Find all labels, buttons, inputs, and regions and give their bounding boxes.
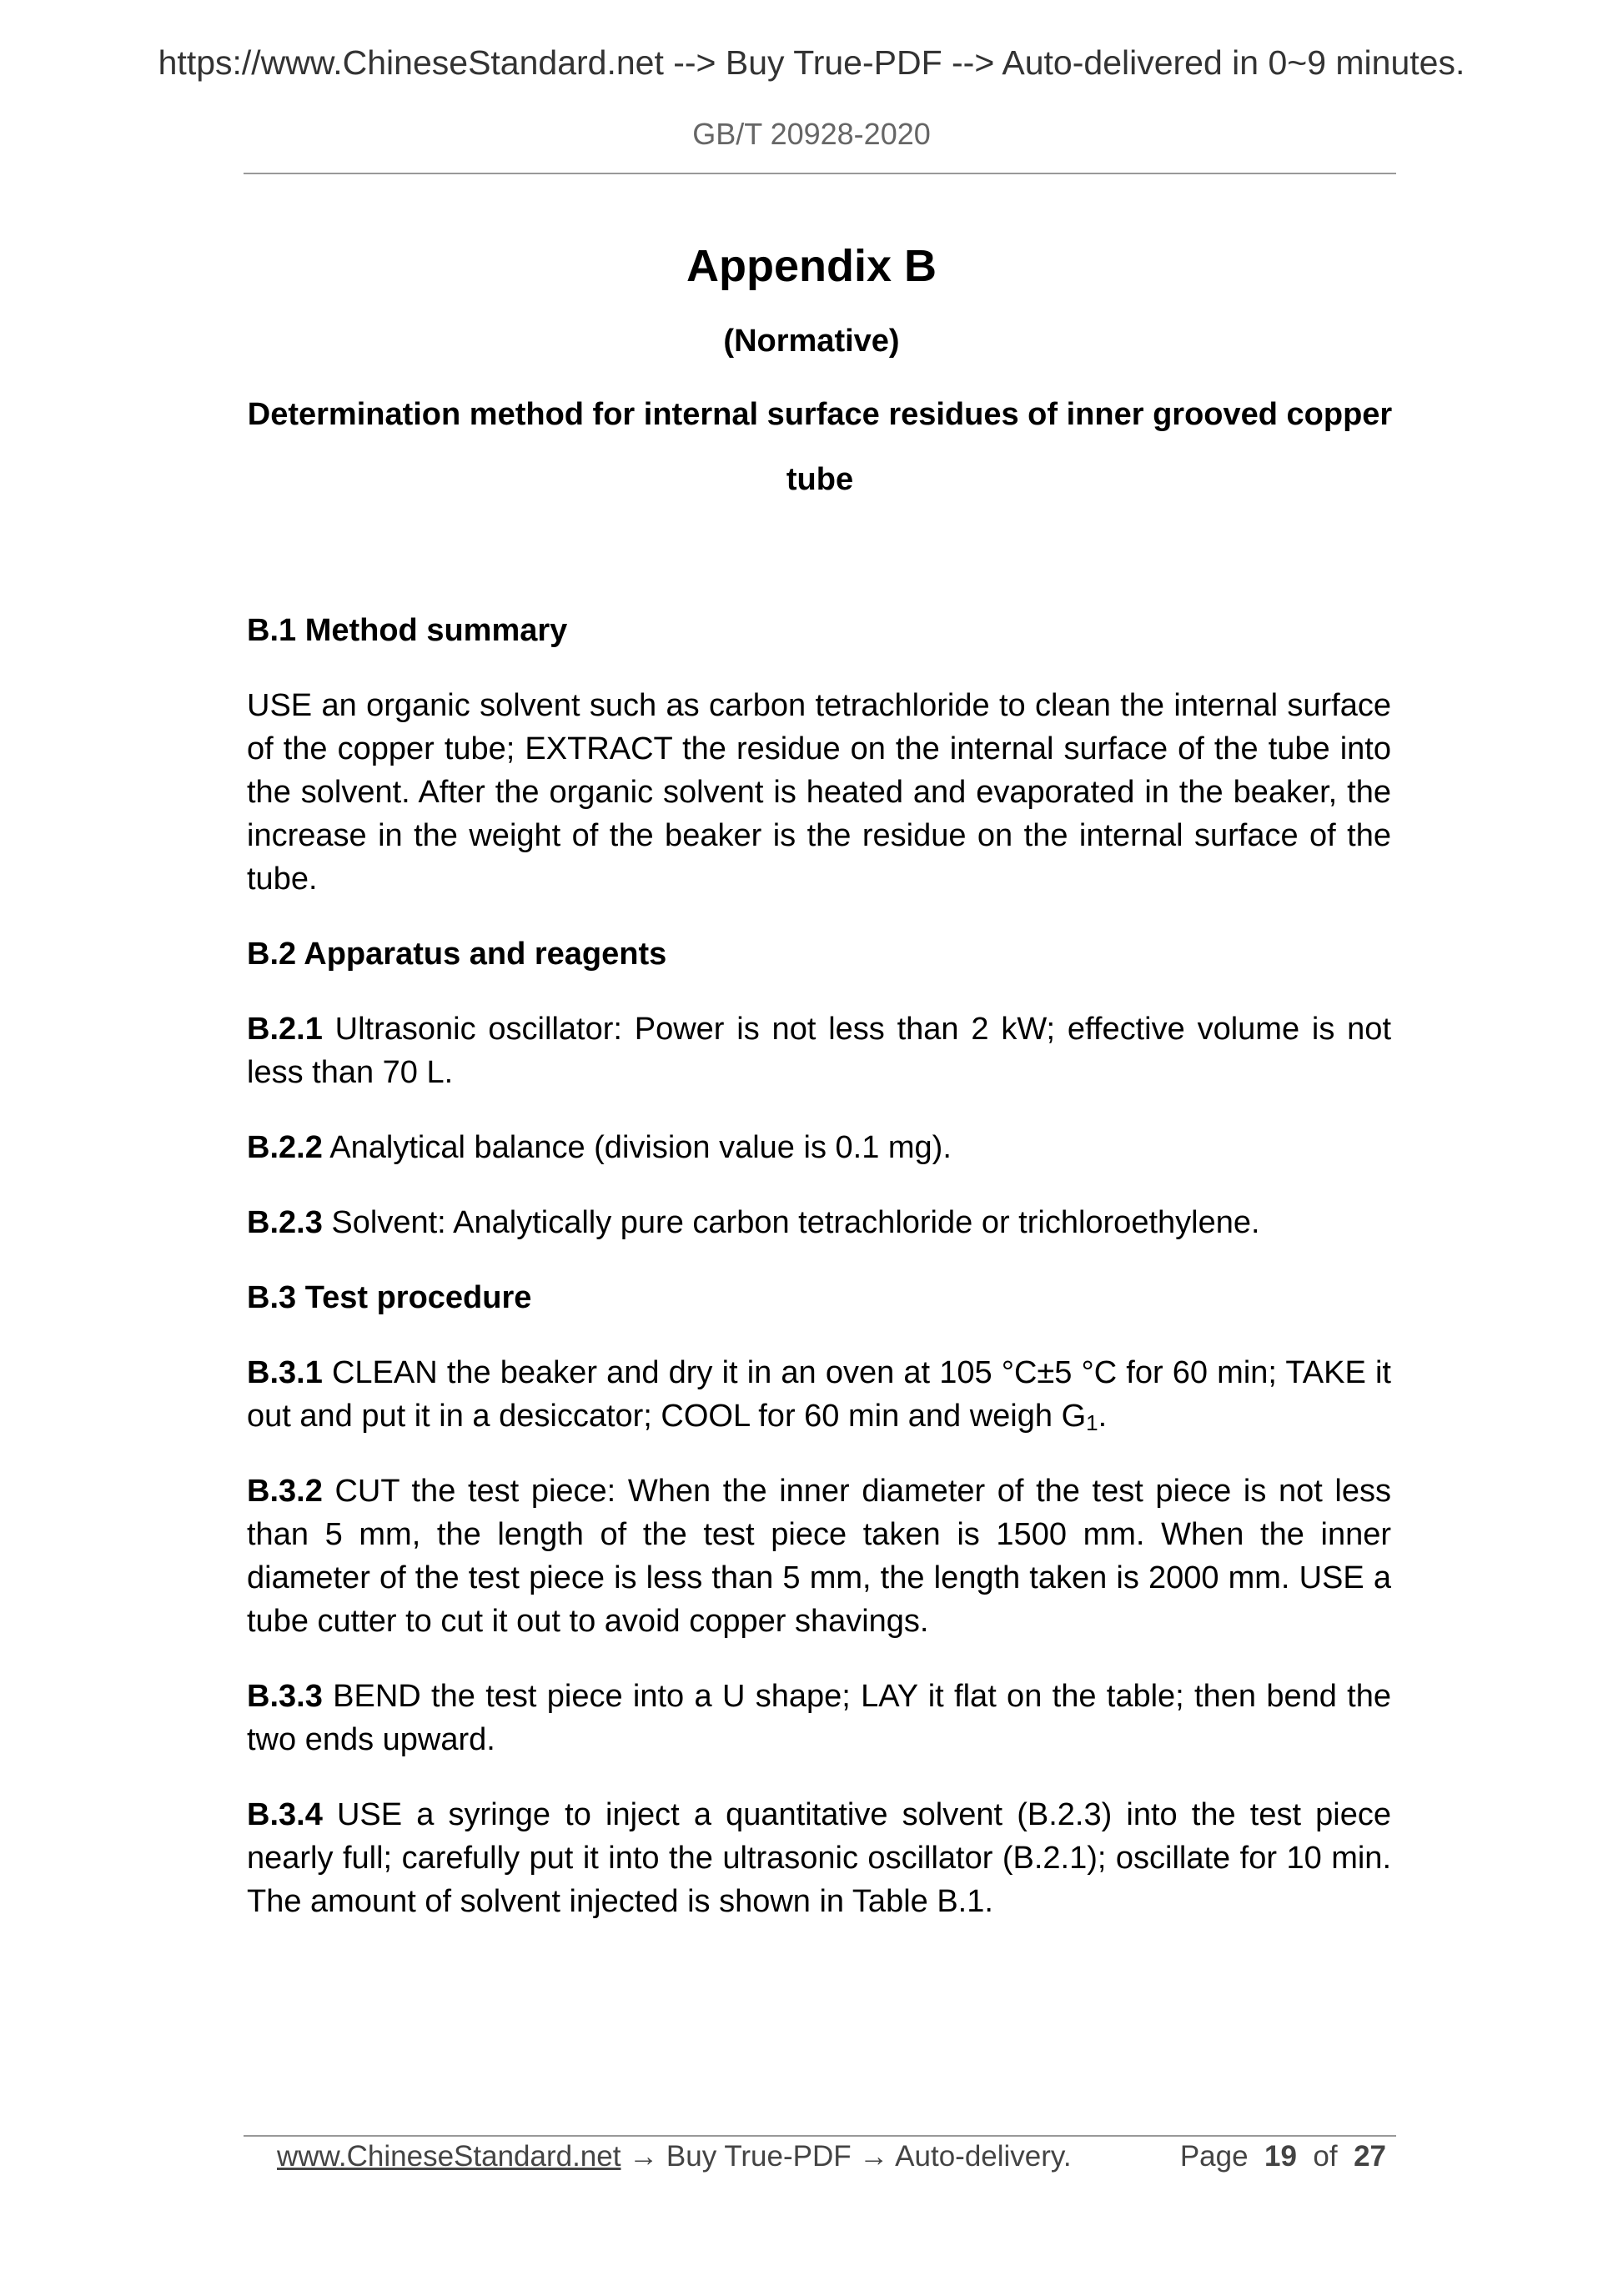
appendix-type: (Normative): [723, 324, 900, 359]
clause-text: Solvent: Analytically pure carbon tetrachloride or trichloroethylene.: [331, 1205, 1260, 1240]
clause-number: B.2.2: [247, 1130, 323, 1165]
appendix-subtitle: Determination method for internal surface residues of inner grooved copper tube: [247, 397, 1393, 497]
clause-number: B.3.4: [247, 1797, 323, 1832]
footer-source: [277, 2140, 1072, 2173]
page-footer: [277, 2140, 1386, 2182]
section-heading-b2: B.2 Apparatus and reagents: [247, 937, 667, 972]
standard-code: GB/T 20928-2020: [692, 117, 931, 151]
appendix-title: Appendix B: [686, 241, 937, 291]
clause-b3-1: [247, 1351, 1391, 1438]
page-of: of: [1313, 2140, 1338, 2173]
clause-b3-4: [247, 1793, 1391, 1923]
clause-text-end: .: [1098, 1399, 1108, 1434]
source-banner: https://www.ChineseStandard.net --> Buy True-PDF --> Auto-delivered in 0~9 minutes.: [158, 43, 1465, 82]
header-divider: [244, 173, 1396, 174]
clause-text: BEND the test piece into a U shape; LAY it flat on the table; then bend the two ends upward.: [247, 1679, 1392, 1757]
clause-b3-3: [247, 1675, 1391, 1761]
clause-b2-3: [247, 1201, 1391, 1244]
footer-tagline: → Buy True-PDF → Auto-delivery.: [621, 2140, 1072, 2173]
section-heading-b3: B.3 Test procedure: [247, 1280, 532, 1315]
clause-number: B.3.2: [247, 1474, 323, 1509]
clause-number: B.2.3: [247, 1205, 323, 1240]
footer-site-link[interactable]: www.ChineseStandard.net: [277, 2140, 621, 2173]
footer-divider: [244, 2135, 1396, 2137]
clause-text: CLEAN the beaker and dry it in an oven at 105 °C±5 °C for 60 min; TAKE it out and put it in a desiccator; COOL for 60 min and weigh G: [247, 1355, 1391, 1434]
section-heading-b1: B.1 Method summary: [247, 613, 568, 648]
clause-number: B.2.1: [247, 1012, 323, 1047]
clause-text: USE a syringe to inject a quantitative solvent (B.2.3) into the test piece nearly full; carefully put it into the ultrasonic oscillator (B.2.1); oscillate for 10 min. The amount of solvent injected is shown in Table B.1.: [247, 1797, 1391, 1919]
clause-text: Ultrasonic oscillator: Power is not less than 2 kW; effective volume is not less than 70 L.: [247, 1012, 1391, 1090]
clause-b3-2: [247, 1470, 1391, 1643]
page-total: 27: [1354, 2140, 1386, 2173]
clause-b2-1: [247, 1007, 1391, 1094]
document-body: [247, 609, 1391, 1923]
clause-number: B.3.1: [247, 1355, 323, 1390]
page-label: Page: [1179, 2140, 1249, 2173]
paragraph-b1: USE an organic solvent such as carbon tetrachloride to clean the internal surface of the copper tube; EXTRACT the residue on the internal surface of the tube into the solvent. After the organic solvent is heated and evaporated in the beaker, the increase in the weight of the beaker is the residue on the internal surface of the tube.: [247, 688, 1391, 897]
clause-b2-2: [247, 1126, 1391, 1169]
subscript: 1: [1086, 1410, 1098, 1435]
clause-text: CUT the test piece: When the inner diameter of the test piece is not less than 5 mm, the length of the test piece taken is 1500 mm. When the inner diameter of the test piece is less than 5 mm, the length taken is 2000 mm. USE a tube cutter to cut it out to avoid copper shavings.: [247, 1474, 1391, 1639]
clause-text: Analytical balance (division value is 0.1 mg).: [329, 1130, 952, 1165]
page-current: 19: [1264, 2140, 1297, 2173]
clause-number: B.3.3: [247, 1679, 323, 1714]
page-indicator: [1180, 2140, 1386, 2173]
